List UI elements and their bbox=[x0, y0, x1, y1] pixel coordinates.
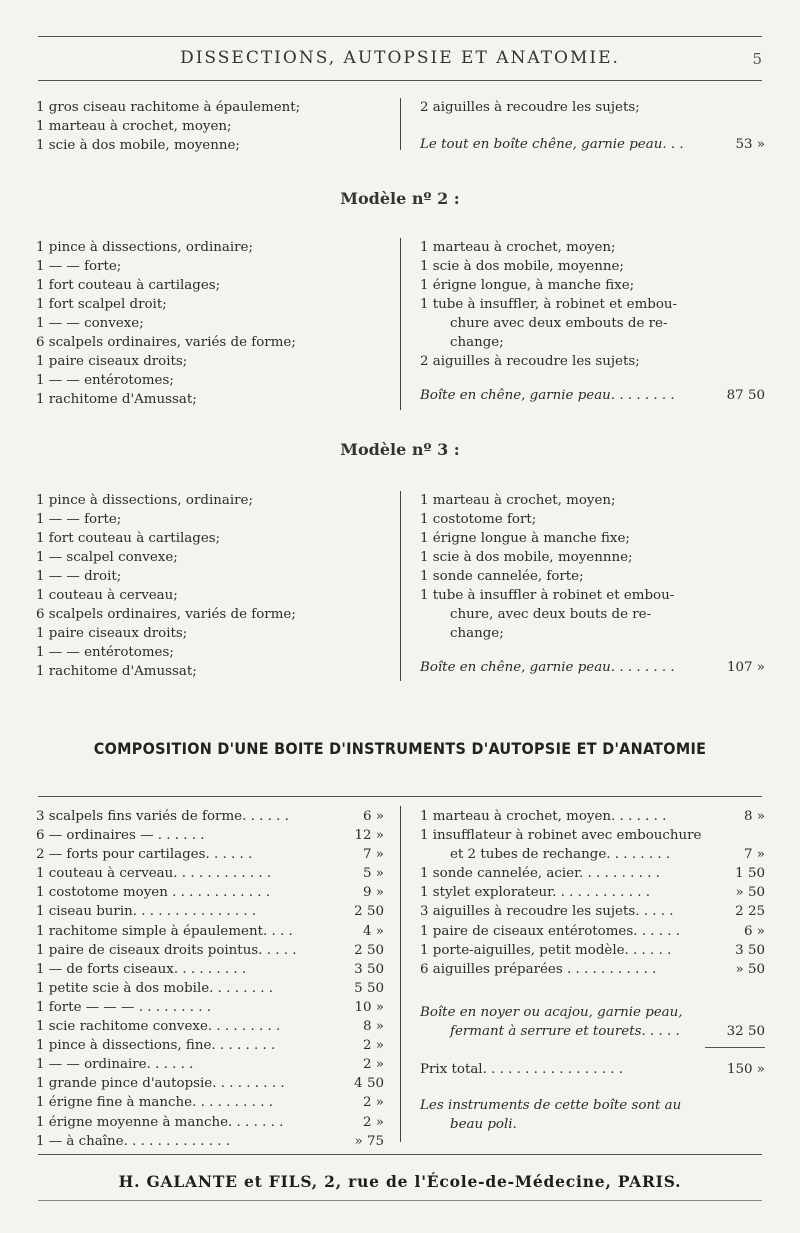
list-item: 1 fort couteau à cartilages; bbox=[36, 531, 221, 546]
item-text: 1 — à chaîne. . . . . . . . . . . . . bbox=[36, 1133, 231, 1149]
item-text: 2 — forts pour cartilages. . . . . . bbox=[36, 847, 253, 863]
table-row bbox=[36, 979, 384, 998]
composition-title: COMPOSITION D'UNE BOITE D'INSTRUMENTS D'AUTOPSIE ET D'ANATOMIE bbox=[93, 739, 707, 758]
box-line-1 bbox=[420, 1003, 765, 1022]
item-price: 2 » bbox=[363, 1095, 384, 1111]
table-row bbox=[36, 883, 384, 902]
subtotal-rule bbox=[705, 1047, 765, 1048]
item-text: 1 porte-aiguilles, petit modèle. . . . . . bbox=[420, 942, 672, 958]
table-row bbox=[420, 922, 765, 941]
box-price: 32 50 bbox=[726, 1023, 765, 1039]
item-price: » 75 bbox=[354, 1133, 384, 1149]
footer-rule bbox=[38, 1154, 762, 1155]
item-text: 6 — ordinaires — . . . . . . bbox=[36, 828, 205, 844]
top-left-list bbox=[36, 98, 300, 155]
item-price: » 50 bbox=[735, 961, 765, 977]
model-3-total bbox=[420, 658, 765, 677]
total-label: Boîte en chêne, garnie peau. . . . . . . . bbox=[420, 660, 675, 675]
list-item: 6 scalpels ordinaires, variés de forme; bbox=[36, 607, 296, 622]
note-text: Les instruments de cette boîte sont au bbox=[420, 1098, 682, 1114]
item-text: 1 scie rachitome convexe. . . . . . . . . bbox=[36, 1019, 281, 1035]
list-item: 1 pince à dissections, ordinaire; bbox=[36, 240, 253, 255]
item-price: 8 » bbox=[744, 809, 765, 824]
list-item: 2 aiguilles à recoudre les sujets; bbox=[420, 354, 640, 369]
list-item: 1 costotome fort; bbox=[420, 512, 537, 527]
list-item: 1 marteau à crochet, moyen; bbox=[420, 240, 616, 255]
table-row bbox=[420, 883, 765, 902]
list-item: 1 scie à dos mobile, moyenne; bbox=[36, 138, 240, 153]
item-text: 1 érigne moyenne à manche. . . . . . . bbox=[36, 1114, 284, 1130]
item-price: 6 » bbox=[744, 923, 765, 939]
item-price: 2 » bbox=[363, 1057, 384, 1073]
table-row bbox=[36, 922, 384, 941]
list-item: 1 tube à insuffler à robinet et embou- bbox=[420, 588, 675, 603]
item-price: 6 » bbox=[363, 809, 384, 824]
list-item: 1 rachitome d'Amussat; bbox=[36, 664, 197, 679]
item-price: 2 » bbox=[363, 1114, 384, 1130]
table-row bbox=[420, 960, 765, 979]
table-row bbox=[36, 1055, 384, 1074]
composition-right-table bbox=[420, 807, 765, 1134]
list-item: change; bbox=[450, 626, 504, 641]
table-row bbox=[420, 941, 765, 960]
page-title: DISSECTIONS, AUTOPSIE ET ANATOMIE. bbox=[180, 48, 620, 68]
total-label: Le tout en boîte chêne, garnie peau. . . bbox=[420, 137, 684, 152]
note-text: beau poli. bbox=[450, 1117, 517, 1133]
item-text: 1 érigne fine à manche. . . . . . . . . . bbox=[36, 1095, 273, 1111]
total-label: Boîte en chêne, garnie peau. . . . . . . . bbox=[420, 388, 675, 403]
column-divider bbox=[400, 491, 401, 681]
list-item: 1 érigne longue à manche fixe; bbox=[420, 531, 630, 546]
list-item: change; bbox=[450, 335, 504, 350]
model-3-left-list bbox=[36, 491, 296, 681]
page-header bbox=[38, 48, 762, 72]
box-text: fermant à serrure et tourets. . . . . bbox=[450, 1023, 680, 1039]
list-item: 1 fort scalpel droit; bbox=[36, 297, 167, 312]
item-price: 12 » bbox=[354, 828, 384, 844]
item-price: 5 » bbox=[363, 866, 384, 882]
list-item: 1 rachitome d'Amussat; bbox=[36, 392, 197, 407]
section-rule bbox=[38, 796, 762, 797]
publisher-footer: H. GALANTE et FILS, 2, rue de l'École-de-Médecine, PARIS. bbox=[118, 1172, 682, 1191]
table-row bbox=[36, 1036, 384, 1055]
table-row bbox=[36, 960, 384, 979]
item-price: 2 » bbox=[363, 1038, 384, 1054]
list-item: 1 — — droit; bbox=[36, 569, 122, 584]
item-price: 2 50 bbox=[354, 942, 384, 958]
table-row bbox=[36, 1017, 384, 1036]
list-item: 1 — — convexe; bbox=[36, 316, 144, 331]
model-2-title: Modèle nº 2 : bbox=[340, 189, 460, 208]
total-label: Prix total. . . . . . . . . . . . . . . . . bbox=[420, 1062, 624, 1078]
item-price: 2 25 bbox=[735, 904, 765, 920]
item-price: 10 » bbox=[354, 999, 384, 1015]
list-item: 1 pince à dissections, ordinaire; bbox=[36, 493, 253, 508]
item-price: 9 » bbox=[363, 885, 384, 901]
item-price: 7 » bbox=[744, 847, 765, 863]
table-row bbox=[36, 1113, 384, 1132]
total-price: 87 50 bbox=[726, 388, 765, 403]
total-price: 150 » bbox=[726, 1062, 765, 1078]
box-text: Boîte en noyer ou acajou, garnie peau, bbox=[420, 1004, 683, 1020]
list-item: 1 fort couteau à cartilages; bbox=[36, 278, 221, 293]
table-row bbox=[36, 1074, 384, 1093]
column-divider bbox=[400, 238, 401, 410]
page-number: 5 bbox=[752, 50, 762, 68]
box-line-2 bbox=[420, 1022, 765, 1041]
table-row bbox=[420, 807, 765, 826]
top-rule bbox=[38, 36, 762, 37]
bottom-rule bbox=[38, 1200, 762, 1201]
header-rule bbox=[38, 80, 762, 81]
total-price: 107 » bbox=[726, 660, 765, 675]
column-divider bbox=[400, 98, 401, 150]
note-line-2 bbox=[420, 1115, 765, 1134]
table-row bbox=[36, 826, 384, 845]
item-price: » 50 bbox=[735, 885, 765, 901]
item-text: 1 insufflateur à robinet avec embouchure bbox=[420, 828, 702, 844]
top-right-list bbox=[420, 98, 765, 154]
item-price: 8 » bbox=[363, 1019, 384, 1035]
list-item: 1 gros ciseau rachitome à épaulement; bbox=[36, 100, 301, 115]
table-row bbox=[36, 1093, 384, 1112]
table-row bbox=[420, 826, 765, 845]
item-text: 1 couteau à cerveau. . . . . . . . . . . . bbox=[36, 866, 272, 882]
item-text: 3 aiguilles à recoudre les sujets. . . . . bbox=[420, 904, 674, 920]
list-item: 1 érigne longue, à manche fixe; bbox=[420, 278, 635, 293]
list-item: 1 — — entérotomes; bbox=[36, 373, 174, 388]
table-row bbox=[420, 845, 765, 864]
item-text: 1 — — ordinaire. . . . . . bbox=[36, 1057, 194, 1073]
item-text: 1 costotome moyen . . . . . . . . . . . . bbox=[36, 885, 271, 901]
table-row bbox=[420, 902, 765, 921]
list-item: 2 aiguilles à recoudre les sujets; bbox=[420, 100, 640, 115]
model-3-right-list bbox=[420, 491, 765, 677]
list-item: 6 scalpels ordinaires, variés de forme; bbox=[36, 335, 296, 350]
item-text: 3 scalpels fins variés de forme. . . . . . bbox=[36, 809, 289, 824]
item-text: 1 ciseau burin. . . . . . . . . . . . . . . bbox=[36, 904, 257, 920]
item-text: 1 forte — — — . . . . . . . . . bbox=[36, 999, 212, 1015]
item-price: 3 50 bbox=[354, 961, 384, 977]
list-item: 1 couteau à cerveau; bbox=[36, 588, 178, 603]
item-text: 1 — de forts ciseaux. . . . . . . . . bbox=[36, 961, 247, 977]
item-price: 1 50 bbox=[735, 866, 765, 882]
list-item: 1 paire ciseaux droits; bbox=[36, 626, 188, 641]
table-row bbox=[36, 941, 384, 960]
model-2-total bbox=[420, 386, 765, 405]
table-row bbox=[36, 902, 384, 921]
item-text: 6 aiguilles préparées . . . . . . . . . . . bbox=[420, 961, 657, 977]
model-2-right-list bbox=[420, 238, 765, 405]
item-price: 2 50 bbox=[354, 904, 384, 920]
table-row bbox=[36, 864, 384, 883]
table-row bbox=[420, 864, 765, 883]
model-2-left-list bbox=[36, 238, 296, 409]
list-item: 1 — — forte; bbox=[36, 259, 122, 274]
table-row bbox=[36, 1132, 384, 1151]
list-item: 1 — scalpel convexe; bbox=[36, 550, 178, 565]
list-item: 1 marteau à crochet, moyen; bbox=[36, 119, 232, 134]
item-price: 7 » bbox=[363, 847, 384, 863]
item-price: 3 50 bbox=[735, 942, 765, 958]
item-price: 5 50 bbox=[354, 980, 384, 996]
item-text: 1 marteau à crochet, moyen. . . . . . . bbox=[420, 809, 667, 824]
grand-total-row bbox=[420, 1060, 765, 1079]
item-text: 1 rachitome simple à épaulement. . . . bbox=[36, 923, 293, 939]
item-price: 4 » bbox=[363, 923, 384, 939]
item-text: 1 sonde cannelée, acier. . . . . . . . . . bbox=[420, 866, 660, 882]
list-item: 1 paire ciseaux droits; bbox=[36, 354, 188, 369]
column-divider bbox=[400, 806, 401, 1142]
item-text: 1 grande pince d'autopsie. . . . . . . . . bbox=[36, 1076, 285, 1092]
list-item: 1 sonde cannelée, forte; bbox=[420, 569, 584, 584]
table-row bbox=[36, 807, 384, 826]
model-3-title: Modèle nº 3 : bbox=[340, 440, 460, 459]
item-text: 1 petite scie à dos mobile. . . . . . . . bbox=[36, 980, 274, 996]
list-item: 1 scie à dos mobile, moyennne; bbox=[420, 550, 633, 565]
note-line-1 bbox=[420, 1096, 765, 1115]
table-row bbox=[36, 998, 384, 1017]
list-item: 1 — — forte; bbox=[36, 512, 122, 527]
list-item: chure avec deux embouts de re- bbox=[450, 316, 668, 331]
table-row bbox=[36, 845, 384, 864]
item-text: 1 paire de ciseaux entérotomes. . . . . . bbox=[420, 923, 681, 939]
item-price: 4 50 bbox=[354, 1076, 384, 1092]
list-item: 1 tube à insuffler, à robinet et embou- bbox=[420, 297, 678, 312]
total-price: 53 » bbox=[735, 137, 765, 152]
list-item: 1 marteau à crochet, moyen; bbox=[420, 493, 616, 508]
item-text: 1 stylet explorateur. . . . . . . . . . . . bbox=[420, 885, 650, 901]
list-item: chure, avec deux bouts de re- bbox=[450, 607, 652, 622]
top-total bbox=[420, 135, 765, 154]
list-item: 1 — — entérotomes; bbox=[36, 645, 174, 660]
item-text: et 2 tubes de rechange. . . . . . . . bbox=[450, 847, 671, 863]
composition-left-table bbox=[36, 807, 384, 1151]
item-text: 1 pince à dissections, fine. . . . . . . . bbox=[36, 1038, 276, 1054]
list-item: 1 scie à dos mobile, moyenne; bbox=[420, 259, 624, 274]
item-text: 1 paire de ciseaux droits pointus. . . . . bbox=[36, 942, 297, 958]
